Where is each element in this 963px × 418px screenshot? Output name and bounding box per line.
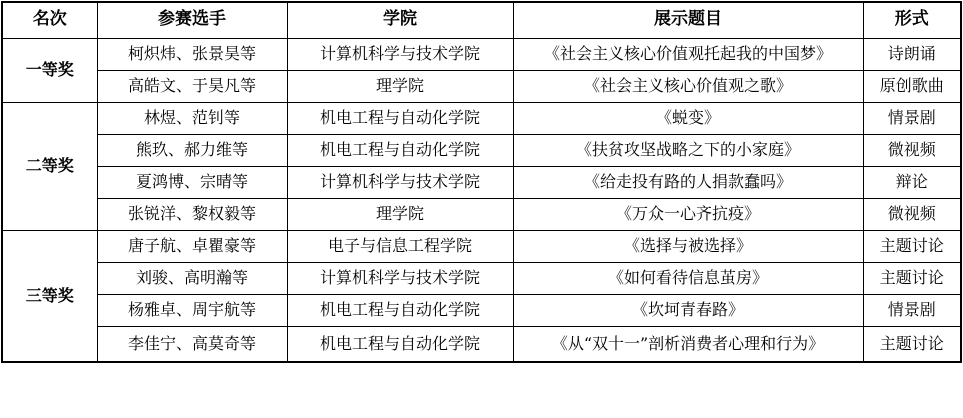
table-row [2, 198, 961, 230]
format-cell: 微视频 [863, 198, 961, 230]
header-row [2, 2, 961, 38]
topic-cell: 《如何看待信息茧房》 [513, 262, 863, 294]
table-row [2, 294, 961, 326]
topic-cell: 《蜕变》 [513, 102, 863, 134]
college-cell: 机电工程与自动化学院 [287, 102, 513, 134]
format-cell: 情景剧 [863, 102, 961, 134]
col-header-rank: 名次 [2, 2, 97, 38]
topic-cell: 《万众一心齐抗疫》 [513, 198, 863, 230]
table-row [2, 70, 961, 102]
topic-cell: 《从“双十一”剖析消费者心理和行为》 [513, 326, 863, 362]
topic-cell: 《社会主义核心价值观之歌》 [513, 70, 863, 102]
format-cell: 主题讨论 [863, 326, 961, 362]
topic-cell: 《扶贫攻坚战略之下的小家庭》 [513, 134, 863, 166]
topic-cell: 《选择与被选择》 [513, 230, 863, 262]
col-header-college: 学院 [287, 2, 513, 38]
awards-table [1, 1, 962, 363]
col-header-contestants: 参赛选手 [97, 2, 287, 38]
college-cell: 计算机科学与技术学院 [287, 166, 513, 198]
college-cell: 电子与信息工程学院 [287, 230, 513, 262]
table-row [2, 326, 961, 362]
table-row [2, 38, 961, 70]
rank-cell-first-prize: 一等奖 [2, 38, 97, 102]
format-cell: 微视频 [863, 134, 961, 166]
col-header-format: 形式 [863, 2, 961, 38]
contestants-cell: 刘骏、高明瀚等 [97, 262, 287, 294]
contestants-cell: 唐子航、卓瞿豪等 [97, 230, 287, 262]
col-header-topic: 展示题目 [513, 2, 863, 38]
table-row [2, 102, 961, 134]
contestants-cell: 熊玖、郝力维等 [97, 134, 287, 166]
contestants-cell: 张锐洋、黎权毅等 [97, 198, 287, 230]
contestants-cell: 柯炽炜、张景昊等 [97, 38, 287, 70]
table-row [2, 230, 961, 262]
format-cell: 主题讨论 [863, 262, 961, 294]
table-row [2, 166, 961, 198]
contestants-cell: 李佳宁、高莫奇等 [97, 326, 287, 362]
college-cell: 计算机科学与技术学院 [287, 38, 513, 70]
format-cell: 诗朗诵 [863, 38, 961, 70]
format-cell: 辩论 [863, 166, 961, 198]
rank-cell-second-prize: 二等奖 [2, 102, 97, 230]
topic-cell: 《坎坷青春路》 [513, 294, 863, 326]
topic-cell: 《给走投有路的人捐款蠢吗》 [513, 166, 863, 198]
college-cell: 机电工程与自动化学院 [287, 294, 513, 326]
table-row [2, 262, 961, 294]
format-cell: 主题讨论 [863, 230, 961, 262]
college-cell: 计算机科学与技术学院 [287, 262, 513, 294]
contestants-cell: 林煜、范钊等 [97, 102, 287, 134]
college-cell: 机电工程与自动化学院 [287, 134, 513, 166]
topic-cell: 《社会主义核心价值观托起我的中国梦》 [513, 38, 863, 70]
format-cell: 情景剧 [863, 294, 961, 326]
contestants-cell: 高皓文、于昊凡等 [97, 70, 287, 102]
rank-cell-third-prize: 三等奖 [2, 230, 97, 362]
college-cell: 理学院 [287, 70, 513, 102]
college-cell: 机电工程与自动化学院 [287, 326, 513, 362]
college-cell: 理学院 [287, 198, 513, 230]
contestants-cell: 夏鸿博、宗晴等 [97, 166, 287, 198]
format-cell: 原创歌曲 [863, 70, 961, 102]
table-row [2, 134, 961, 166]
contestants-cell: 杨雅卓、周宇航等 [97, 294, 287, 326]
